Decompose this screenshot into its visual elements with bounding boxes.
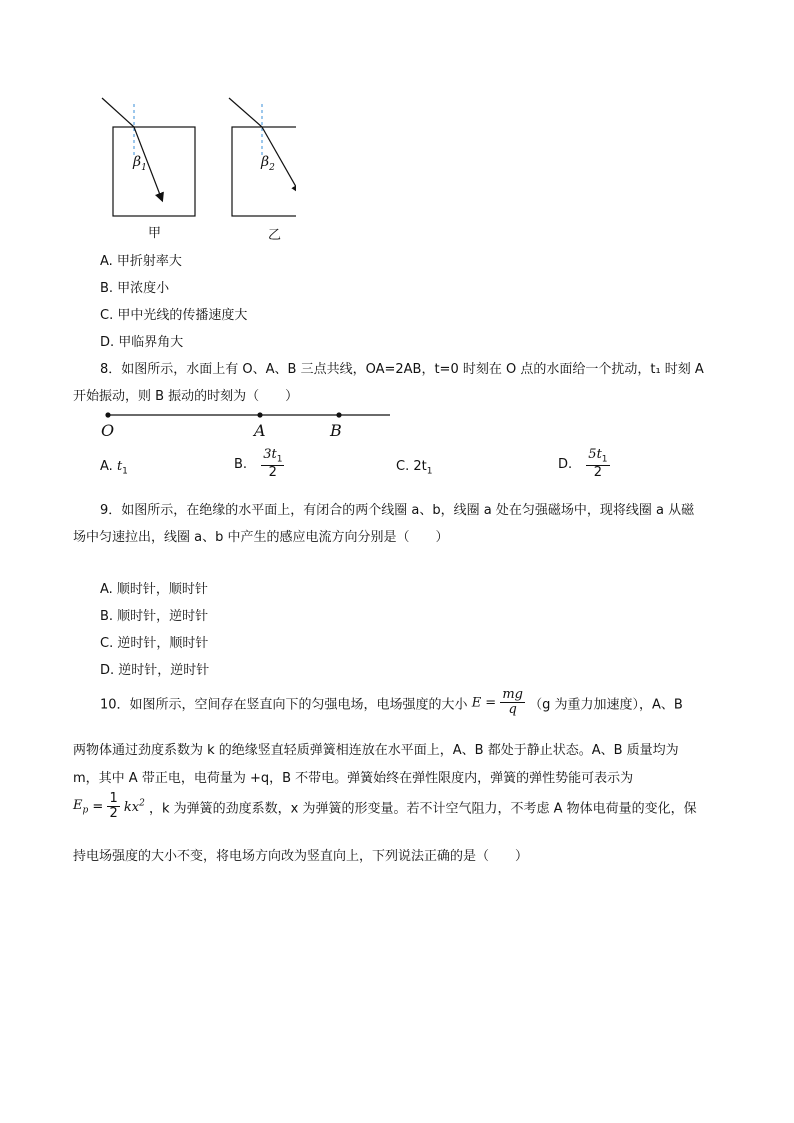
q10-stem-line2: 两物体通过劲度系数为 k 的绝缘竖直轻质弹簧相连放在水平面上，A、B 都处于静止状态。A、B 质量均为 [73,743,679,758]
q7-option-a: A. 甲折射率大 [100,254,182,269]
q8-stem-line2: 开始振动，则 B 振动的时刻为（ ） [73,389,299,404]
label-b: B [330,421,342,440]
q9-option-b: B. 顺时针，逆时针 [100,609,209,624]
q7-option-c: C. 甲中光线的传播速度大 [100,308,248,323]
q9-stem-line2: 场中匀速拉出，线圈 a、b 中产生的感应电流方向分别是（ ） [73,530,449,545]
label-a: A [254,421,266,440]
box-jia [113,127,195,216]
q8-option-a: A. $t_1$ [100,459,128,477]
q8-option-c: C. $2t_1$ [396,459,433,477]
q9-option-c: C. 逆时针，顺时针 [100,636,209,651]
q10-stem-line3: m，其中 A 带正电，电荷量为 +q，B 不带电。弹簧始终在弹性限度内，弹簧的弹性势能可表示为 [73,771,634,786]
q10-stem-line1: 10．如图所示，空间存在竖直向下的匀强电场，电场强度的大小 E = $\frac{mg}{q}$ （g 为重力加速度），A、B [100,687,683,718]
q8-option-b: B. $\frac{3t_1}{2}$ [234,447,283,481]
q10-stem-line5: 持电场强度的大小不变，将电场方向改为竖直向上，下列说法正确的是（ ） [73,849,529,864]
point-b [336,412,341,417]
point-a [257,412,262,417]
q8-stem-line1: 8．如图所示，水面上有 O、A、B 三点共线，OA=2AB，t=0 时刻在 O 点的水面给一个扰动，t₁ 时刻 A [100,362,704,377]
q7-option-b: B. 甲浓度小 [100,281,170,296]
q7-option-d: D. 甲临界角大 [100,335,184,350]
fig-label-jia: 甲 [148,226,162,241]
q8-option-d: D. $\frac{5t_1}{2}$ [558,447,608,481]
beta2-label: $\beta_2$ [261,154,275,173]
q10-stem-line4: $E_p$ = $\frac{1}{2}$ $kx^2$ ，k 为弹簧的劲度系数，x 为弹簧的形变量。若不计空气阻力，不考虑 A 物体电荷量的变化，保 [73,791,697,822]
fig-label-yi: 乙 [268,228,282,243]
label-o: O [101,421,115,440]
q9-option-d: D. 逆时针，逆时针 [100,663,210,678]
beta1-label: $\beta_1$ [133,154,147,173]
oab-line-figure [98,406,398,446]
incident-ray-jia [102,98,134,127]
q9-option-a: A. 顺时针，顺时针 [100,582,208,597]
q9-stem-line1: 9．如图所示，在绝缘的水平面上，有闭合的两个线圈 a、b，线圈 a 处在匀强磁场中，现将线圈 a 从磁 [100,503,695,518]
incident-ray-yi [229,98,262,127]
point-o [105,412,110,417]
